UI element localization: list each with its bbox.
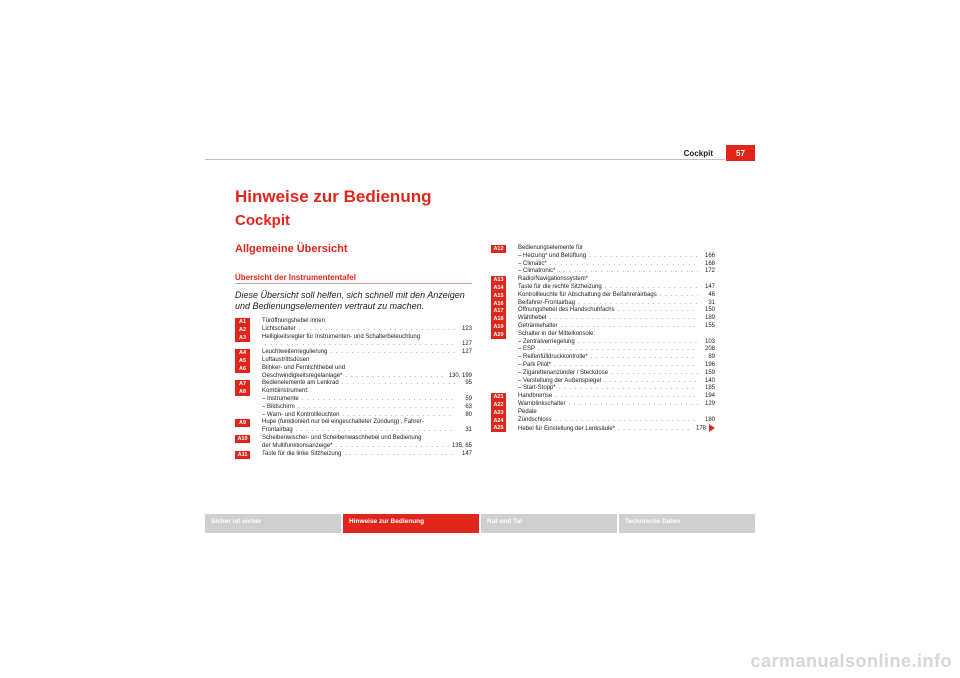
chapter-tab[interactable]: Technische Daten (619, 514, 755, 533)
entry-text: Öffnungshebel des Handschuhfachs (518, 307, 615, 314)
entry-text: Getränkehalter (518, 322, 558, 329)
legend-entry (235, 388, 472, 419)
legend-entry (491, 307, 715, 315)
legend-line: Hupe (funktioniert nur bei eingeschalteter Zündung) , Fahrer- (262, 419, 424, 426)
legend-subline (518, 378, 715, 386)
legend-badge: A3 (235, 334, 250, 342)
legend-line (518, 424, 715, 433)
legend-subline (518, 268, 715, 276)
legend-entry (491, 315, 715, 323)
page-reference[interactable]: 123 (461, 325, 472, 332)
entry-text: Leuchtweitenregulierung (262, 349, 328, 356)
legend-subline (518, 362, 715, 370)
leader-dots (335, 443, 449, 451)
topic-rule (235, 283, 472, 284)
entry-text: Wählhebel (518, 315, 547, 322)
legend-entry (235, 357, 472, 365)
legend-badge: A9 (235, 419, 250, 427)
page-reference[interactable]: 103 (704, 338, 715, 345)
legend-entry (235, 326, 472, 334)
leader-dots (604, 378, 698, 386)
legend-entry (491, 245, 715, 276)
legend-entry (235, 318, 472, 326)
legend-badge: A11 (235, 451, 250, 459)
leader-dots (618, 307, 698, 315)
entry-text: – Climatic* (518, 261, 547, 269)
legend-line: Bedienungselemente für (518, 245, 584, 251)
left-legend-list (235, 318, 472, 458)
legend-subitem (518, 339, 715, 347)
legend-entry (491, 284, 715, 292)
page-reference[interactable]: 140 (704, 377, 715, 384)
leader-dots (611, 370, 698, 378)
entry-text: Handbremse (518, 393, 553, 400)
legend-badge: A17 (491, 307, 506, 315)
legend-line (262, 341, 472, 349)
legend-line (518, 284, 715, 292)
legend-line: Radio/Navigationssystem* (518, 276, 589, 283)
legend-badge: A22 (491, 401, 506, 409)
legend-entry (491, 424, 715, 433)
entry-text: – Zentralverriegelung (518, 339, 575, 347)
legend-subline (518, 339, 715, 347)
legend-line (262, 443, 472, 451)
legend-badge: A19 (491, 323, 506, 331)
legend-badge: A13 (491, 276, 506, 284)
leader-dots (578, 339, 698, 347)
legend-subitem (262, 396, 472, 404)
legend-subitem (518, 253, 715, 261)
entry-text: – Instrumente (262, 396, 299, 404)
legend-entry (235, 419, 472, 435)
page-reference[interactable]: 172 (704, 268, 715, 275)
entry-text: – Bildschirm (262, 404, 295, 412)
watermark: carmanualsonline.info (750, 651, 952, 671)
page-reference[interactable]: 185 (704, 385, 715, 392)
legend-entry (491, 409, 715, 417)
legend-line (518, 307, 715, 315)
legend-badge: A5 (235, 357, 250, 365)
legend-line: Scheibenwischer- und Scheibenwaschhebel und Bedienung (262, 434, 422, 441)
leader-dots (605, 284, 698, 292)
page-reference[interactable]: 135, 65 (451, 442, 472, 449)
topic-title: Übersicht der Instrumententafel (235, 273, 356, 282)
legend-line: Schalter in der Mittelkonsole: (518, 330, 596, 337)
entry-text: Taste für die linke Sitzheizung (262, 450, 342, 457)
continue-arrow-icon (709, 424, 715, 432)
page-reference[interactable]: 59 (465, 395, 472, 402)
entry-text: Beifahrer-Frontairbag (518, 299, 576, 306)
legend-badge: A12 (491, 245, 506, 253)
legend-badge: A1 (235, 318, 250, 326)
legend-entry (235, 435, 472, 451)
legend-entry (491, 276, 715, 284)
entry-text: Hebel für Einstellung der Lenksäule* (518, 425, 616, 432)
legend-badge: A25 (491, 424, 506, 432)
entry-text: – Climatronic* (518, 268, 555, 276)
leader-dots (342, 380, 455, 388)
legend-line: Helligkeitsregler für Instrumenten- und Schalterbeleuchtung (262, 333, 421, 340)
legend-badge: A24 (491, 417, 506, 425)
legend-line (518, 417, 715, 425)
leader-dots (550, 261, 698, 269)
legend-badge: A2 (235, 326, 250, 334)
page-reference[interactable]: 178 (696, 424, 715, 433)
legend-badge: A23 (491, 409, 506, 417)
page-reference[interactable]: 155 (704, 322, 715, 329)
legend-subitem (518, 354, 715, 362)
page-reference[interactable]: 196 (704, 361, 715, 368)
page-reference[interactable]: 194 (704, 393, 715, 400)
leader-dots (561, 323, 698, 331)
legend-entry (491, 331, 715, 393)
leader-dots (568, 401, 698, 409)
legend-badge: A8 (235, 388, 250, 396)
page-reference[interactable]: 80 (465, 411, 472, 418)
legend-entry (491, 292, 715, 300)
entry-text: Warnblinkschalter (518, 400, 566, 407)
right-legend-list (491, 245, 715, 434)
legend-subline (518, 385, 715, 393)
leader-dots (298, 404, 455, 412)
entry-text: Zündschloss (518, 416, 552, 423)
legend-line (262, 427, 472, 435)
entry-text: Frontairbag (262, 427, 293, 434)
section-title: Cockpit (235, 212, 291, 229)
page-reference[interactable]: 127 (461, 349, 472, 356)
legend-subline (518, 261, 715, 269)
leader-dots (299, 326, 455, 334)
page-reference[interactable]: 147 (461, 450, 472, 457)
legend-badge: A4 (235, 349, 250, 357)
legend-line (262, 326, 472, 334)
legend-line: Türöffnungshebel innen (262, 318, 325, 324)
legend-line (518, 315, 715, 323)
entry-text: – Reifenfülldruckkontrolle* (518, 354, 588, 362)
page-reference[interactable]: 31 (465, 427, 472, 434)
legend-line (518, 323, 715, 331)
legend-line: Pedale (518, 408, 537, 415)
page-reference[interactable]: 130, 199 (448, 372, 472, 379)
legend-entry (491, 401, 715, 409)
leader-dots (296, 427, 455, 435)
entry-text: – Park Pilot* (518, 362, 551, 370)
leader-dots (265, 341, 455, 349)
legend-line (518, 393, 715, 401)
page-reference[interactable]: 46 (708, 291, 715, 298)
entry-text: Kontrollleuchte für Abschaltung der Beifahrerairbags (518, 291, 657, 298)
page-reference[interactable]: 168 (704, 260, 715, 267)
leader-dots (660, 292, 698, 300)
page-reference[interactable]: 208 (704, 346, 715, 353)
legend-badge: A15 (491, 292, 506, 300)
legend-badge: A10 (235, 435, 250, 443)
leader-dots (345, 373, 445, 381)
legend-entry (235, 451, 472, 459)
entry-text: Geschwindigkeitsregelanlage* (262, 372, 343, 379)
chapter-title: Hinweise zur Bedienung (235, 187, 432, 206)
entry-text: Bedienelemente am Lenkrad (262, 380, 339, 387)
legend-line (262, 373, 472, 381)
legend-entry (235, 334, 472, 350)
page-reference[interactable]: 180 (704, 416, 715, 423)
page-reference[interactable]: 147 (704, 283, 715, 290)
legend-entry (491, 417, 715, 425)
entry-text: – Warn- und Kontrollleuchten (262, 412, 340, 420)
legend-badge: A18 (491, 315, 506, 323)
page-reference[interactable]: 89 (708, 354, 715, 361)
leader-dots (538, 346, 698, 354)
legend-subline (262, 404, 472, 412)
legend-badge: A14 (491, 284, 506, 292)
legend-line: Blinker- und Fernlichthebel und (262, 364, 346, 371)
page-number: 57 (726, 145, 755, 161)
page-header-title: Cockpit (683, 149, 713, 158)
legend-entry (235, 349, 472, 357)
page-reference[interactable]: 129 (704, 400, 715, 407)
entry-text: – Zigarettenanzünder / Steckdose (518, 370, 608, 378)
leader-dots (591, 354, 698, 362)
legend-subitem (518, 261, 715, 269)
header-rule (205, 159, 725, 160)
legend-badge: A21 (491, 393, 506, 401)
leader-dots (555, 393, 698, 401)
legend-subline (518, 354, 715, 362)
page-reference[interactable]: 189 (704, 315, 715, 322)
legend-subitem (262, 412, 472, 420)
legend-subitem (518, 378, 715, 386)
leader-dots (555, 417, 698, 425)
legend-line: Kombiinstrument: (262, 388, 309, 395)
page-reference[interactable]: 127 (461, 341, 472, 348)
legend-subline (262, 396, 472, 404)
entry-text: Taste für die rechte Sitzheizung (518, 283, 602, 290)
legend-subline (518, 346, 715, 354)
page-reference[interactable]: 31 (708, 299, 715, 306)
page-reference[interactable]: 150 (704, 307, 715, 314)
legend-subitem (518, 346, 715, 354)
leader-dots (554, 362, 698, 370)
legend-badge: A7 (235, 380, 250, 388)
entry-text: – Verstellung der Außenspiegel (518, 378, 601, 386)
page-reference[interactable]: 166 (704, 252, 715, 259)
legend-entry (491, 323, 715, 331)
legend-subitem (262, 404, 472, 412)
legend-badge: A16 (491, 300, 506, 308)
leader-dots (558, 268, 698, 276)
leader-dots (559, 385, 698, 393)
legend-entry (235, 365, 472, 381)
legend-subline (518, 253, 715, 261)
legend-subitem (518, 370, 715, 378)
legend-subitem (518, 385, 715, 393)
leader-dots (302, 396, 455, 404)
leader-dots (549, 315, 698, 323)
chapter-tab[interactable]: Hinweise zur Bedienung (343, 514, 479, 533)
entry-text: – Start-Stopp* (518, 385, 556, 393)
subsection-title: Allgemeine Übersicht (235, 243, 348, 255)
page-reference[interactable]: 63 (465, 403, 472, 410)
chapter-tab[interactable]: Rat und Tat (481, 514, 617, 533)
legend-subitem (518, 268, 715, 276)
legend-line (262, 380, 472, 388)
leader-dots (344, 451, 455, 459)
entry-text: Lichtschalter (262, 325, 296, 332)
legend-line (262, 349, 472, 357)
entry-text: – Heizung* und Belüftung (518, 253, 586, 261)
legend-subline (262, 412, 472, 420)
legend-subitem (518, 362, 715, 370)
legend-line: Luftaustrittsdüsen (262, 356, 310, 363)
legend-line (262, 451, 472, 459)
legend-line (518, 292, 715, 300)
entry-text: der Multifunktionsanzeige* (262, 442, 333, 449)
legend-entry (491, 393, 715, 401)
leader-dots (589, 253, 698, 261)
chapter-tabs (205, 514, 755, 533)
legend-line (518, 401, 715, 409)
intro-text: Diese Übersicht soll helfen, sich schnell mit den Anzeigen und Bedienungselementen vertraut zu machen. (235, 290, 465, 311)
legend-badge: A6 (235, 365, 250, 373)
leader-dots (618, 426, 693, 434)
legend-entry (235, 380, 472, 388)
legend-badge: A20 (491, 331, 506, 339)
page-reference[interactable]: 95 (465, 380, 472, 387)
entry-text: – ESP (518, 346, 535, 354)
chapter-tab[interactable]: Sicher ist sicher (205, 514, 341, 533)
page-reference[interactable]: 159 (704, 369, 715, 376)
legend-subline (518, 370, 715, 378)
leader-dots (330, 349, 455, 357)
leader-dots (343, 412, 456, 420)
